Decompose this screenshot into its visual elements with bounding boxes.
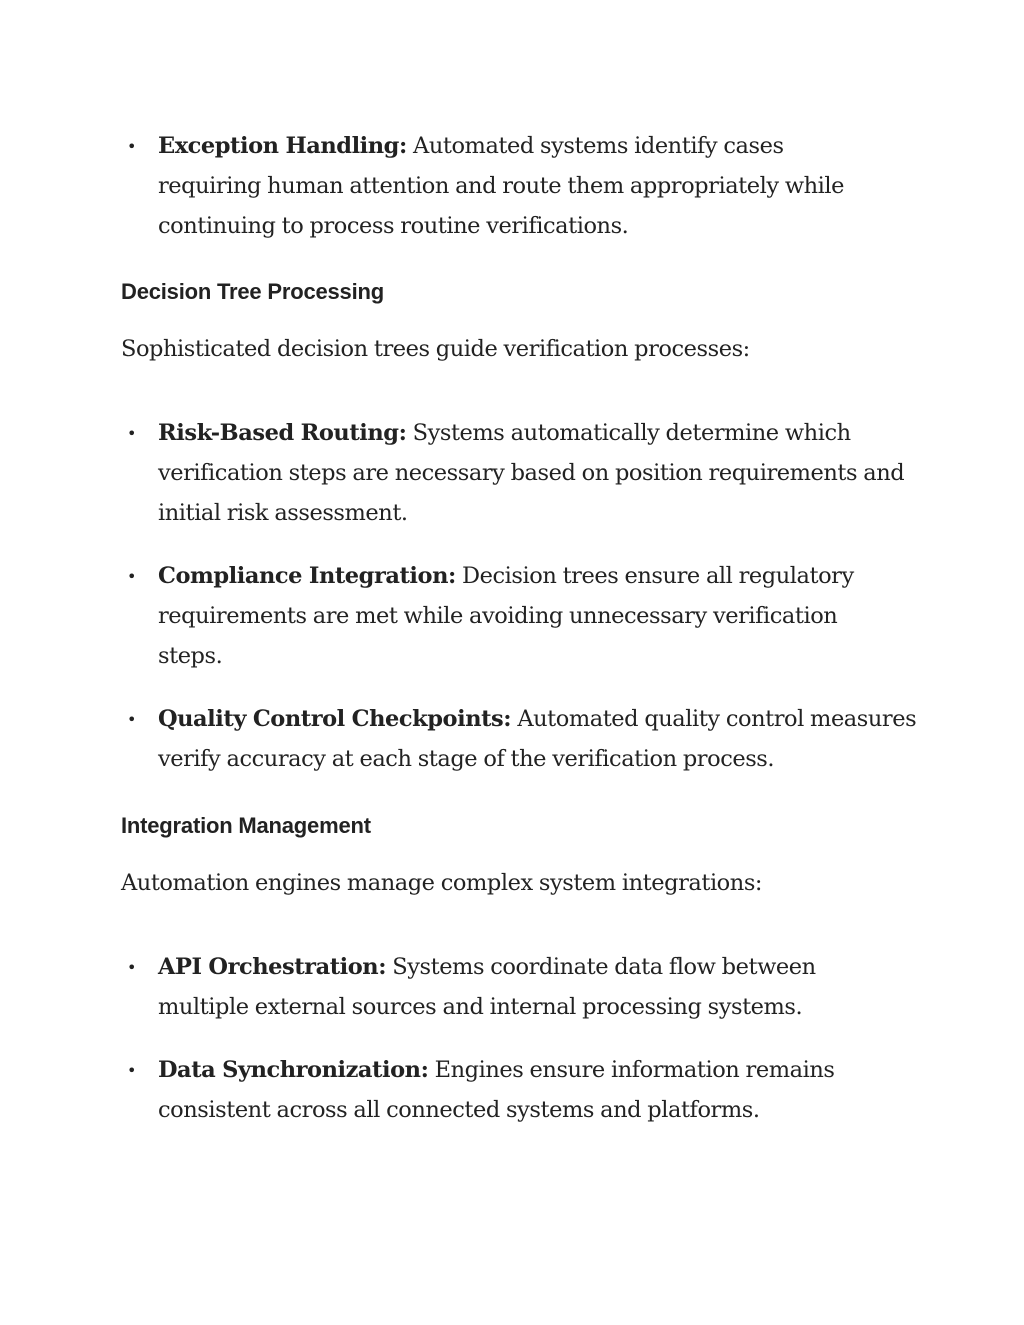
list-item-term: Data Synchronization: <box>158 1057 429 1083</box>
list-item-term: API Orchestration: <box>158 954 387 980</box>
list-item <box>120 699 933 779</box>
bullet-icon: • <box>127 958 136 977</box>
list-item-text: Automated quality control measures verify accuracy at each stage of the verification process. <box>158 706 917 772</box>
list-item <box>120 126 880 246</box>
list-item-term: Compliance Integration: <box>158 563 456 589</box>
section-intro-decision-tree: Sophisticated decision trees guide verification processes: <box>121 336 750 362</box>
bullet-icon: • <box>127 137 136 156</box>
list-item <box>120 556 898 676</box>
list-item-text: Systems automatically determine which verification steps are necessary based on position requirements and initial risk assessment. <box>158 420 905 526</box>
list-item-text: Automated systems identify cases requiring human attention and route them appropriately while continuing to process routine verifications. <box>158 133 845 239</box>
list-item-term: Risk-Based Routing: <box>158 420 407 446</box>
list-item-text: Engines ensure information remains consistent across all connected systems and platforms. <box>158 1057 835 1123</box>
bullet-icon: • <box>127 1061 136 1080</box>
decision-tree-list <box>120 413 920 779</box>
bullet-icon: • <box>127 424 136 443</box>
integration-list <box>120 947 880 1130</box>
list-item-term: Quality Control Checkpoints: <box>158 706 512 732</box>
list-item-term: Exception Handling: <box>158 133 407 159</box>
list-item <box>120 947 880 1027</box>
list-item-text: Decision trees ensure all regulatory requirements are met while avoiding unnecessary verification steps. <box>158 563 854 669</box>
section-heading-decision-tree: Decision Tree Processing <box>121 279 384 304</box>
section-intro-integration: Automation engines manage complex system integrations: <box>121 870 763 896</box>
list-item-text: Systems coordinate data flow between multiple external sources and internal processing systems. <box>158 954 816 1020</box>
bullet-icon: • <box>127 710 136 729</box>
section-heading-integration: Integration Management <box>121 813 371 838</box>
bullet-icon: • <box>127 567 136 586</box>
list-item <box>120 1050 880 1130</box>
exception-handling-list <box>120 126 880 246</box>
list-item <box>120 413 920 533</box>
